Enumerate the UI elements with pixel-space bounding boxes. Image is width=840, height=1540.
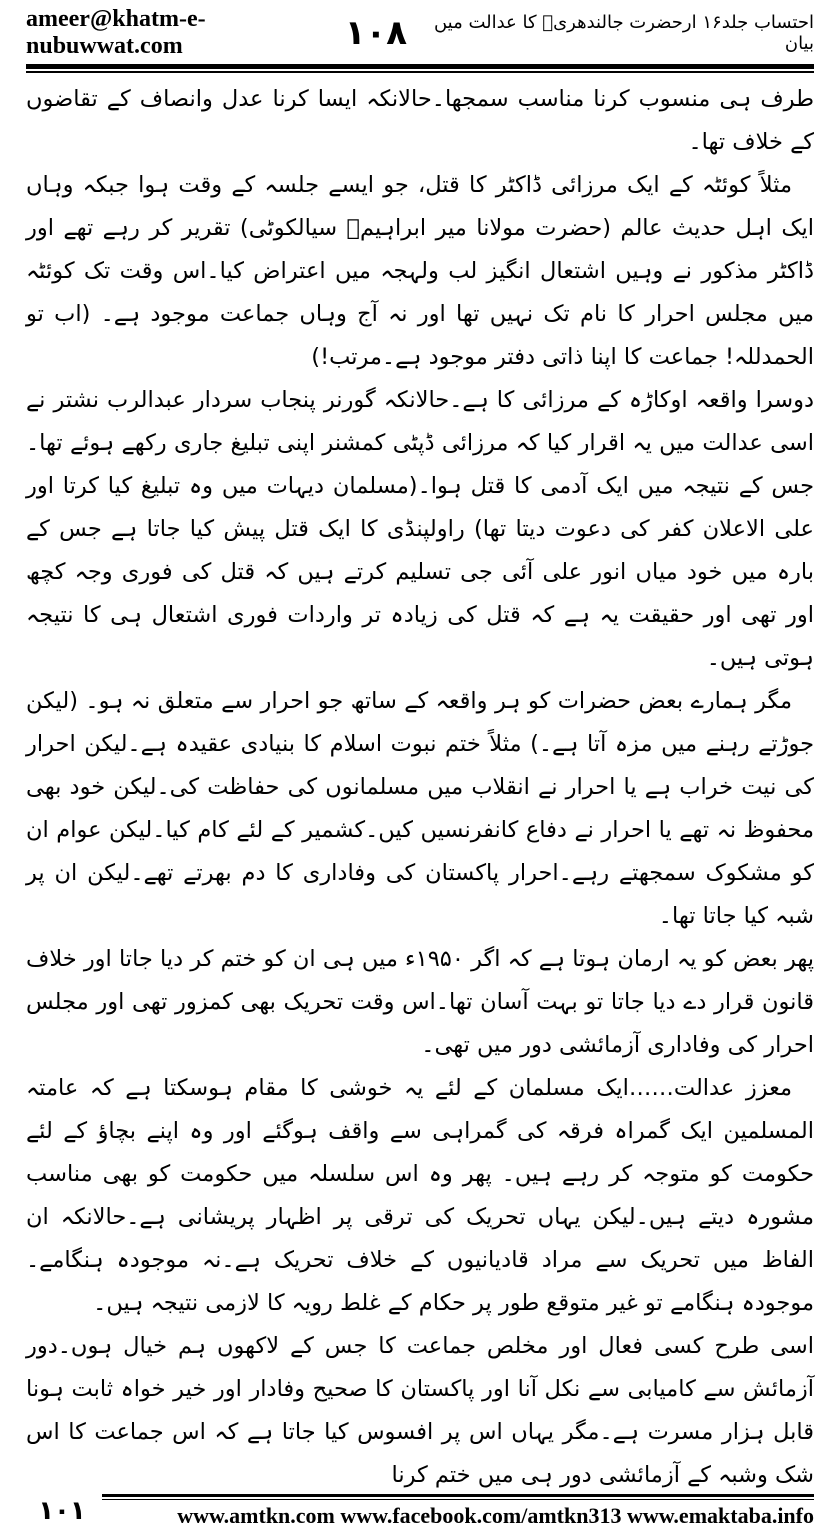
paragraph-5: پھر بعض کو یہ ارمان ہوتا ہے کہ اگر ۱۹۵۰ء میں ہی ان کو ختم کر دیا جاتا اور خلاف قانون قرار دے دیا جاتا تو بہت آسان تھا۔اس وقت تحریک بھی کمزور تھی اور مجلس احرار کی وفاداری آزمائشی دور میں تھی۔ [26,946,814,1058]
header-page-number: ١٠٨ [344,13,407,53]
page-header [26,6,814,60]
paragraph-7: اسی طرح کسی فعال اور مخلص جماعت کا جس کے لاکھوں ہم خیال ہوں۔دور آزمائش سے کامیابی سے نکل آنا اور پاکستان کا صحیح وفادار اور خیر خواہ ثابت ہونا قابل ہزار مسرت ہے۔مگر یہاں اس پر افسوس کیا جاتا ہے کہ اس جماعت کا اس شک وشبہ کے آزمائشی دور ہی میں ختم کرنا [26,1333,814,1488]
header-rule-thick [26,64,814,69]
header-right-group [345,12,814,54]
paragraph-3: دوسرا واقعہ اوکاڑہ کے مرزائی کا ہے۔حالانکہ گورنر پنجاب سردار عبدالرب نشتر نے اسی عدالت میں یہ اقرار کیا کہ مرزائی ڈپٹی کمشنر اپنی تبلیغ جاری رکھے ہوئے تھا۔جس کے نتیجہ میں ایک آدمی کا قتل ہوا۔(مسلمان دیہات میں وہ تبلیغ کیا کرتا اور علی الاعلان کفر کی دعوت دیتا تھا) راولپنڈی کا ایک قتل پیش کیا جاتا ہے جس کے بارہ میں خود میاں انور علی آئی جی تسلیم کرتے ہیں کہ قتل کی فوری وجہ کچھ اور تھی اور حقیقت یہ ہے کہ قتل کی زیادہ تر واردات فوری اشتعال ہی کا نتیجہ ہوتی ہیں۔ [26,387,814,671]
header-rule-thin [26,71,814,73]
paragraph-6: معزز عدالت……ایک مسلمان کے لئے یہ خوشی کا مقام ہوسکتا ہے کہ عامتہ المسلمین ایک گمراہ فرقہ کی گمراہی سے واقف ہوگئے اور وہ اپنے بچاؤ کے لئے حکومت کو متوجہ کر رہے ہیں۔ پھر وہ اس سلسلہ میں حکومت کو بھی مناسب مشورہ دیتے ہیں۔لیکن یہاں تحریک کی ترقی پر اظہار پریشانی ہے۔حالانکہ ان الفاظ میں تحریک سے مراد قادیانیوں کے خلاف تحریک ہے۔نہ موجودہ ہنگامے۔موجودہ ہنگامے تو غیر متوقع طور پر حکام کے غلط رویہ کا لازمی نتیجہ ہیں۔ [26,1075,814,1316]
page-body [26,78,814,1488]
paragraph-4: مگر ہمارے بعض حضرات کو ہر واقعہ کے ساتھ جو احرار سے متعلق نہ ہو۔ (لیکن جوڑتے رہنے میں مزہ آتا ہے۔) مثلاً ختم نبوت اسلام کا بنیادی عقیدہ ہے۔لیکن احرار کی نیت خراب ہے یا احرار نے انقلاب میں مسلمانوں کی حفاظت کی۔لیکن خود بھی محفوظ نہ تھے یا احرار نے دفاع کانفرنسیں کیں۔کشمیر کے لئے کام کیا۔لیکن عوام ان کو مشکوک سمجھتے رہے۔احرار پاکستان کی وفاداری کا دم بھرتے تھے۔لیکن ان پر شبہ کیا جاتا تھا۔ [26,688,814,929]
footer-page-number: ١٠١ [38,1496,86,1526]
page-footer [26,1492,814,1532]
footer-rule-thick [102,1494,814,1497]
footer-links[interactable]: www.amtkn.com www.facebook.com/amtkn313 www.emaktaba.info [177,1503,814,1528]
header-email[interactable]: ameer@khatm-e-nubuwwat.com [26,6,206,59]
header-title: احتساب جلد۱۶ ارحضرت جالندھریؒ کا عدالت میں بیان [433,12,814,54]
paragraph-2: مثلاً کوئٹہ کے ایک مرزائی ڈاکٹر کا قتل، جو ایسے جلسہ کے وقت ہوا جبکہ وہاں ایک اہل حدیث عالم (حضرت مولانا میر ابراہیمؒ سیالکوٹی) تقریر کر رہے تھے اور ڈاکٹر مذکور نے وہیں اشتعال انگیز لب ولہجہ میں اعتراض کیا۔اس وقت تک کوئٹہ میں مجلس احرار کا نام تک نہیں تھا اور نہ آج وہاں جماعت موجود ہے۔ (اب تو الحمدللہ! جماعت کا اپنا ذاتی دفتر موجود ہے۔مرتب!) [26,172,814,370]
paragraph-1: طرف ہی منسوب کرنا مناسب سمجھا۔حالانکہ ایسا کرنا عدل وانصاف کے تقاضوں کے خلاف تھا۔ [26,86,814,155]
